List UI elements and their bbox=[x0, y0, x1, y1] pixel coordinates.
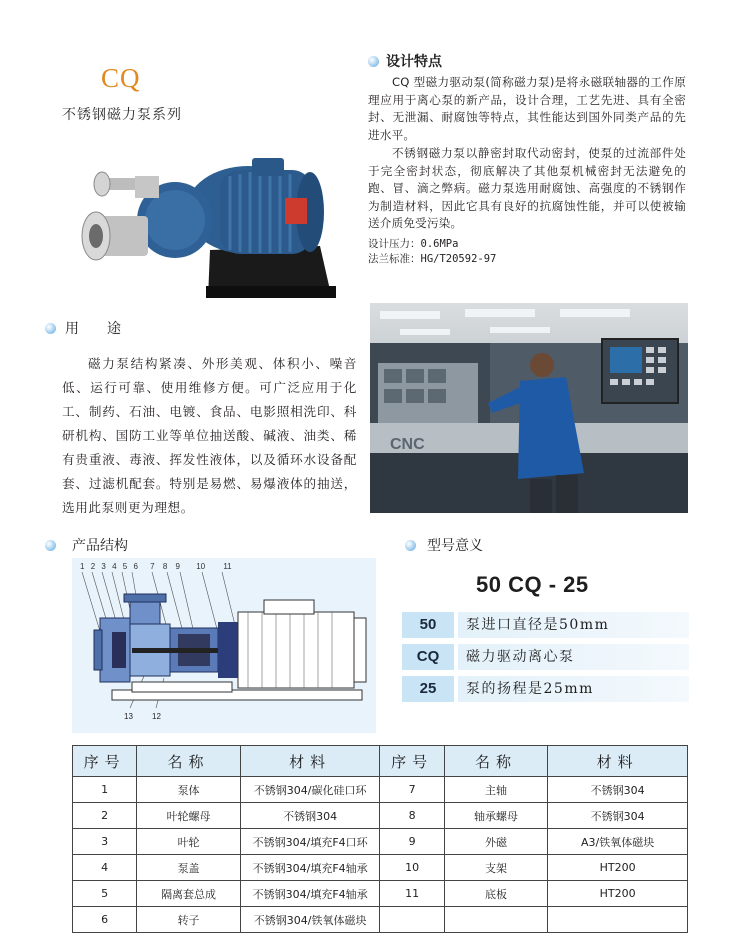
table-row bbox=[73, 855, 688, 881]
model-desc: 泵的扬程是25mm bbox=[458, 676, 689, 702]
cell-name: 外磁 bbox=[444, 829, 548, 855]
cell-no: 7 bbox=[380, 777, 444, 803]
header-material: 材料 bbox=[548, 746, 688, 777]
section-title-model: 型号意义 bbox=[427, 538, 483, 554]
header-name: 名称 bbox=[137, 746, 241, 777]
pump-product-image bbox=[80, 150, 345, 305]
callout-4: 4 bbox=[112, 562, 117, 571]
callout-3: 3 bbox=[101, 562, 106, 571]
cell-material: 不锈钢304 bbox=[548, 803, 688, 829]
table-row bbox=[73, 803, 688, 829]
bullet-icon bbox=[368, 56, 379, 67]
model-desc: 磁力驱动离心泵 bbox=[458, 644, 689, 670]
table-header-row bbox=[73, 746, 688, 777]
callout-13: 13 bbox=[124, 712, 133, 721]
callout-12: 12 bbox=[152, 712, 161, 721]
cell-no: 6 bbox=[73, 907, 137, 933]
table-row bbox=[73, 907, 688, 933]
cell-name: 叶轮 bbox=[137, 829, 241, 855]
design-pressure: 设计压力：0.6MPa bbox=[368, 238, 459, 250]
section-title-usage: 用 途 bbox=[65, 321, 121, 337]
brand-title: CQ bbox=[101, 63, 141, 93]
callout-8: 8 bbox=[162, 562, 168, 571]
model-desc: 泵进口直径是50mm bbox=[458, 612, 689, 638]
design-paragraph-1: CQ 型磁力驱动泵(简称磁力泵)是将永磁联轴器的工作原理应用于离心泵的新产品，设计合理，工艺先进、具有全密封、无泄漏、耐腐蚀等特点，其性能达到国外同类产品的先进水平。 bbox=[368, 75, 686, 142]
model-row bbox=[402, 612, 689, 638]
cell-no: 2 bbox=[73, 803, 137, 829]
section-title-structure: 产品结构 bbox=[72, 538, 128, 554]
table-row bbox=[73, 829, 688, 855]
cell-name: 叶轮螺母 bbox=[137, 803, 241, 829]
cell-no: 8 bbox=[380, 803, 444, 829]
callout-6: 6 bbox=[133, 562, 138, 571]
structure-diagram-panel bbox=[72, 558, 376, 733]
cell-material: 不锈钢304/铁氧体磁块 bbox=[240, 907, 380, 933]
pump-cutaway-diagram bbox=[72, 558, 376, 733]
cell-material: 不锈钢304/碳化硅口环 bbox=[240, 777, 380, 803]
model-code: 25 bbox=[402, 676, 454, 702]
cell-material: HT200 bbox=[548, 855, 688, 881]
model-code: 50 bbox=[402, 612, 454, 638]
section-title-design: 设计特点 bbox=[386, 54, 442, 70]
callout-10: 10 bbox=[196, 562, 206, 571]
cell-material: HT200 bbox=[548, 881, 688, 907]
design-paragraph-2: 不锈钢磁力泵以静密封取代动密封，使泵的过流部件处于完全密封状态，彻底解决了其他泵机械密封无法避免的跑、冒、滴之弊病。磁力泵选用耐腐蚀、高强度的不锈钢作为制造材料，因此它具有良好的抗腐蚀性能，并可以使被输送介质免受污染。 bbox=[368, 146, 686, 230]
header-name: 名称 bbox=[444, 746, 548, 777]
cell-name: 轴承螺母 bbox=[444, 803, 548, 829]
cell-material: A3/铁氧体磁块 bbox=[548, 829, 688, 855]
callout-2: 2 bbox=[90, 562, 96, 571]
cell-material: 不锈钢304 bbox=[240, 803, 380, 829]
cell-material bbox=[548, 907, 688, 933]
cell-name: 转子 bbox=[137, 907, 241, 933]
table-row bbox=[73, 881, 688, 907]
cell-name: 隔离套总成 bbox=[137, 881, 241, 907]
cell-material: 不锈钢304 bbox=[548, 777, 688, 803]
bullet-icon bbox=[45, 323, 56, 334]
factory-photo bbox=[370, 303, 688, 513]
callout-11: 11 bbox=[223, 562, 232, 571]
model-row bbox=[402, 676, 689, 702]
cell-name: 泵体 bbox=[137, 777, 241, 803]
cell-no: 5 bbox=[73, 881, 137, 907]
cell-material: 不锈钢304/填充F4口环 bbox=[240, 829, 380, 855]
cell-material: 不锈钢304/填充F4轴承 bbox=[240, 855, 380, 881]
callout-1: 1 bbox=[80, 562, 85, 571]
cell-no: 3 bbox=[73, 829, 137, 855]
header-no: 序号 bbox=[380, 746, 444, 777]
cell-name: 底板 bbox=[444, 881, 548, 907]
cell-no: 4 bbox=[73, 855, 137, 881]
cell-name: 泵盖 bbox=[137, 855, 241, 881]
cell-name bbox=[444, 907, 548, 933]
cell-no: 9 bbox=[380, 829, 444, 855]
cell-no: 1 bbox=[73, 777, 137, 803]
cell-no: 10 bbox=[380, 855, 444, 881]
bullet-icon bbox=[45, 540, 56, 551]
header-material: 材料 bbox=[240, 746, 380, 777]
callout-9: 9 bbox=[175, 562, 180, 571]
callout-7: 7 bbox=[150, 562, 155, 571]
machine-label: CNC bbox=[390, 436, 425, 453]
cell-material: 不锈钢304/填充F4轴承 bbox=[240, 881, 380, 907]
callout-5: 5 bbox=[122, 562, 128, 571]
cell-name: 支架 bbox=[444, 855, 548, 881]
usage-paragraph: 磁力泵结构紧凑、外形美观、体积小、噪音低、运行可靠、使用维修方便。可广泛应用于化工、制药、石油、电镀、食品、电影照相洗印、科研机构、国防工业等单位抽送酸、碱液、油类、稀有贵重液、毒液、挥发性液体，以及循环水设备配套、过滤机配套。特别是易燃、易爆液体的抽送，选用此泵则更为理想。 bbox=[62, 356, 357, 515]
cell-no: 11 bbox=[380, 881, 444, 907]
parts-table bbox=[72, 745, 688, 933]
series-title: 不锈钢磁力泵系列 bbox=[62, 107, 182, 123]
bullet-icon bbox=[405, 540, 416, 551]
flange-standard: 法兰标准：HG/T20592-97 bbox=[368, 253, 497, 265]
cell-name: 主轴 bbox=[444, 777, 548, 803]
model-row bbox=[402, 644, 689, 670]
cell-no bbox=[380, 907, 444, 933]
header-no: 序号 bbox=[73, 746, 137, 777]
model-headline: 50 CQ - 25 bbox=[476, 572, 589, 597]
table-row bbox=[73, 777, 688, 803]
model-code: CQ bbox=[402, 644, 454, 670]
